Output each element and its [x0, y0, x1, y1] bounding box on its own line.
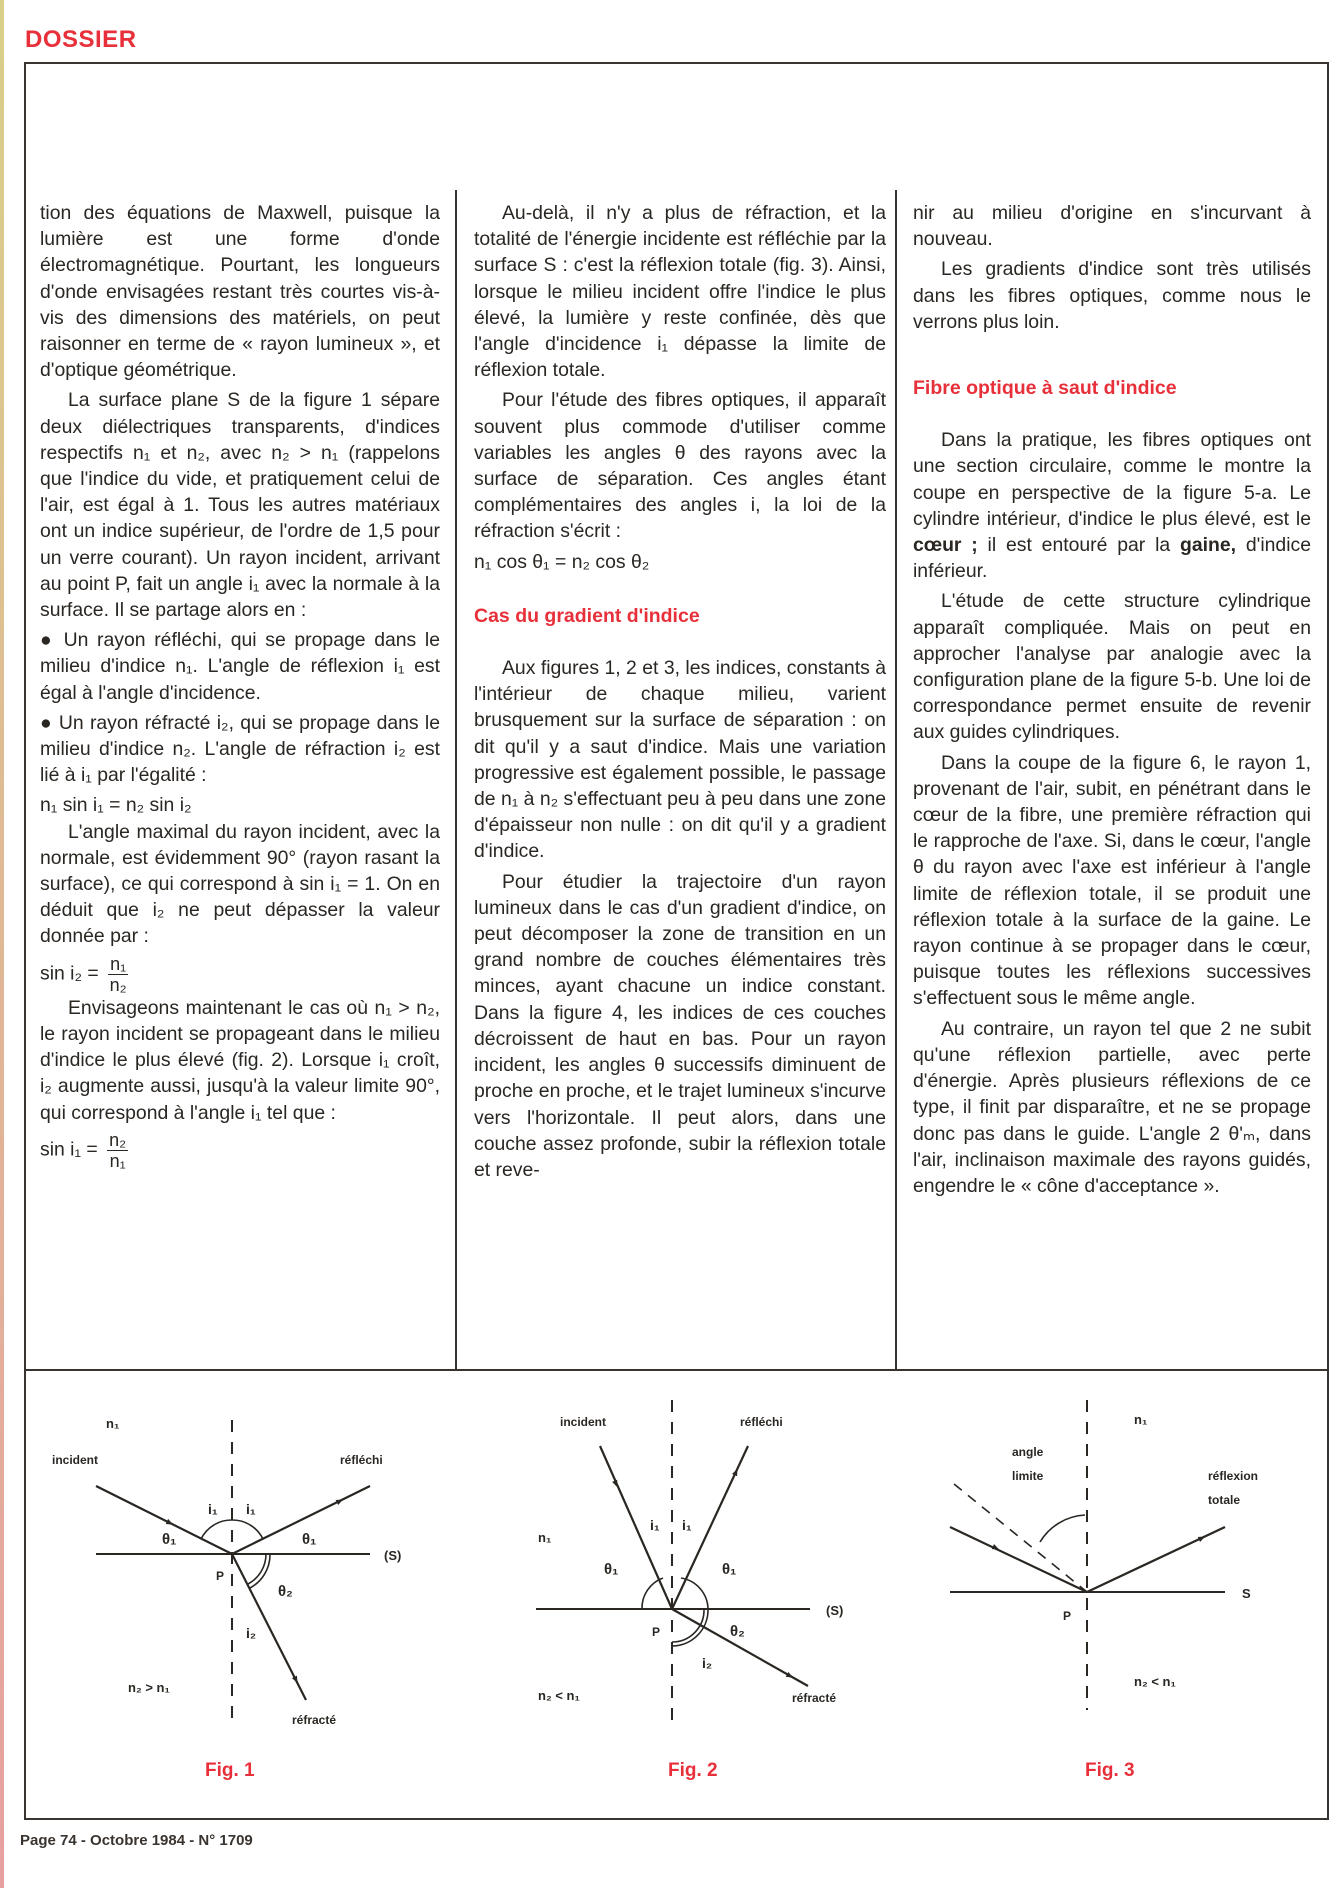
- label-reflexion-totale-2: totale: [1208, 1493, 1241, 1507]
- label-incident: incident: [52, 1453, 99, 1467]
- denominator: n₁: [109, 1150, 126, 1171]
- total-reflection-ray: [1087, 1527, 1225, 1592]
- label-relation: n₂ < n₁: [538, 1688, 580, 1703]
- paragraph: [913, 427, 1311, 584]
- label-point: P: [652, 1625, 661, 1639]
- paragraph: Pour l'étude des fibres optiques, il apparaît souvent plus commode d'utiliser comme variables les angles θ des rayons avec la surface de séparation. Ces angles étant complémentaires des angles i, la loi de la réfraction s'écrit :: [474, 389, 886, 543]
- term-gaine: gaine,: [1179, 534, 1237, 557]
- incident-ray: [600, 1446, 672, 1609]
- page-edge: [0, 0, 4, 1888]
- paragraph: nir au milieu d'origine en s'incurvant à nouveau.: [913, 202, 1311, 251]
- label-reflected: réfléchi: [340, 1453, 383, 1467]
- label-theta2: θ₂: [278, 1583, 293, 1600]
- article-column-2: [474, 200, 886, 1187]
- label-theta1-left: θ₁: [604, 1561, 619, 1578]
- equation-fraction: [40, 954, 440, 995]
- label-theta2: θ₂: [730, 1623, 745, 1640]
- label-i1-right: i₁: [682, 1517, 692, 1533]
- label-refracted: réfracté: [792, 1691, 837, 1705]
- label-point: P: [216, 1569, 225, 1583]
- incident-ray: [950, 1527, 1087, 1592]
- label-n1: n₁: [538, 1530, 552, 1545]
- paragraph: Envisageons maintenant le cas où n₁ > n₂, le rayon incident se propageant dans le milieu d'indice le plus élevé (fig. 2). Lorsque i₁ croît, i₂ augmente aussi, jusqu'à la valeur limite 90°, qui correspond à l'angle i₁ tel que :: [40, 996, 440, 1124]
- label-angle-limite-1: angle: [1012, 1445, 1044, 1459]
- figure-2-caption: Fig. 2: [668, 1760, 718, 1781]
- denominator: n₂: [109, 974, 127, 995]
- paragraph: Pour étudier la trajectoire d'un rayon lumineux dans le cas d'un gradient d'indice, on peut décomposer la zone de transition en un grand nombre de couches élémentaires très minces, ayant chacune un indice constant. Dans la figure 4, les indices de ces couches décroissent de haut en bas. Pour un rayon incident, les angles θ successifs diminuent de proche en proche, et le trajet lumineux s'incurve vers l'horizontale. Il peut alors, dans une couche assez profonde, subir la réflexion totale et reve-: [474, 870, 886, 1181]
- section-heading: Fibre optique à saut d'indice: [913, 377, 1177, 400]
- reflected-ray: [232, 1486, 370, 1554]
- text-run: Dans la pratique, les fibres optiques ont une section circulaire, comme le montre la coupe en perspective de la figure 5-a. Le cylindre intérieur, d'indice le plus élevé, est le: [913, 429, 1311, 530]
- figure-1-diagram: [40, 1380, 440, 1740]
- label-n1: n₁: [106, 1416, 120, 1431]
- numerator: n₁: [110, 953, 127, 974]
- equation-fraction: [40, 1130, 440, 1171]
- label-reflected: réfléchi: [740, 1415, 783, 1429]
- label-i1-right: i₁: [246, 1501, 256, 1517]
- text-run: d'indice inférieur.: [913, 534, 1311, 583]
- label-i1-left: i₁: [208, 1501, 218, 1517]
- term-coeur: cœur ;: [913, 534, 978, 557]
- equation-lhs: sin i₂ =: [40, 962, 99, 985]
- label-surface: (S): [384, 1548, 402, 1563]
- refracted-ray: [672, 1609, 808, 1686]
- paragraph: Au contraire, un rayon tel que 2 ne subit qu'une réflexion partielle, avec perte d'énergie. Après plusieurs réflexions de ce type, il finit par disparaître, et ne se propage donc pas dans le guide. L'angle 2 θ'ₘ, dans l'air, inclinaison maximale des rayons guidés, engendre le « cône d'acceptance ».: [913, 1017, 1311, 1197]
- page-footer: Page 74 - Octobre 1984 - N° 1709: [20, 1832, 253, 1849]
- paragraph: tion des équations de Maxwell, puisque la lumière est une forme d'onde électromagnétique. Pourtant, les longueurs d'onde envisagées restant très courtes vis-à-vis des dimensions des matériels, on peut raisonner en terme de « rayon lumineux », et d'optique géométrique.: [40, 202, 440, 382]
- label-i2: i₂: [702, 1655, 713, 1671]
- bullet-paragraph: ● Un rayon réfléchi, qui se propage dans le milieu d'indice n₁. L'angle de réflexion i₁ est égal à l'angle d'incidence.: [40, 629, 440, 704]
- paragraph: La surface plane S de la figure 1 sépare deux diélectriques transparents, d'indices respectifs n₁ et n₂, avec n₂ > n₁ (rappelons que l'indice du vide, et pratiquement celui de l'air, est égal à 1. Tous les autres matériaux ont un indice supérieur, de l'ordre de 1,5 pour un verre courant). Un rayon incident, arrivant au point P, fait un angle i₁ avec la normale à la surface. Il se partage alors en :: [40, 389, 440, 622]
- figure-1-caption: Fig. 1: [205, 1760, 255, 1781]
- text-run: il est entouré par la: [977, 534, 1180, 557]
- figure-3-caption: Fig. 3: [1085, 1760, 1135, 1781]
- figure-3-diagram: [920, 1380, 1320, 1740]
- fraction: [108, 954, 128, 995]
- label-reflexion-totale-1: réflexion: [1208, 1469, 1259, 1483]
- paragraph: Aux figures 1, 2 et 3, les indices, constants à l'intérieur de chaque milieu, varient brusquement sur la surface de séparation : on dit qu'il y a saut d'indice. Mais une variation progressive est également possible, le passage de n₁ à n₂ s'effectuant peu à peu dans une zone d'épaisseur non nulle : on dit qu'il y a gradient d'indice.: [474, 657, 887, 863]
- figure-2-diagram: [500, 1380, 900, 1740]
- bullet-paragraph: ● Un rayon réfracté i₂, qui se propage dans le milieu d'indice n₂. L'angle de réfraction i₂ est lié à i₁ par l'égalité :: [40, 711, 440, 787]
- equation: n₁ cos θ₁ = n₂ cos θ₂: [474, 550, 650, 573]
- paragraph: Les gradients d'indice sont très utilisés dans les fibres optiques, comme nous le verrons plus loin.: [913, 258, 1311, 333]
- label-theta1-right: θ₁: [302, 1531, 317, 1548]
- refracted-ray: [232, 1554, 306, 1700]
- label-theta1-right: θ₁: [722, 1561, 737, 1578]
- label-n1: n₁: [1134, 1412, 1148, 1427]
- article-column-3: [913, 200, 1311, 1203]
- label-angle-limite-2: limite: [1012, 1469, 1044, 1483]
- column-divider: [895, 190, 897, 1370]
- equation-lhs: sin i₁ =: [40, 1138, 98, 1161]
- paragraph: Dans la coupe de la figure 6, le rayon 1, provenant de l'air, subit, en pénétrant dans le cœur de la fibre, une première réfraction qui le rapproche de l'axe. Si, dans le cœur, l'angle θ du rayon avec l'axe est inférieur à l'angle limite de réflexion totale, il se produit une réflexion totale à la surface de la gaine. Le rayon continue à se propager dans le cœur, puisque toutes les réflexions successives s'effectuent sous le même angle.: [913, 751, 1311, 1010]
- label-incident: incident: [560, 1415, 607, 1429]
- label-i1-left: i₁: [650, 1517, 660, 1533]
- column-divider: [455, 190, 457, 1370]
- equation: n₁ sin i₁ = n₂ sin i₂: [40, 794, 192, 817]
- numerator: n₂: [109, 1129, 127, 1150]
- label-surface: (S): [826, 1603, 844, 1618]
- section-title: DOSSIER: [25, 26, 137, 53]
- paragraph: L'étude de cette structure cylindrique apparaît compliquée. Mais on peut en approcher l'analyse par analogie avec la configuration plane de la figure 5-b. Une loi de correspondance permet ensuite de revenir aux guides cylindriques.: [913, 590, 1311, 744]
- label-relation: n₂ < n₁: [1134, 1674, 1176, 1689]
- label-relation: n₂ > n₁: [128, 1680, 170, 1695]
- fraction: [107, 1130, 128, 1171]
- label-theta1-left: θ₁: [162, 1531, 177, 1548]
- figure-divider: [24, 1369, 1329, 1371]
- paragraph: L'angle maximal du rayon incident, avec la normale, est évidemment 90° (rayon rasant la surface), ce qui correspond à sin i₁ = 1. On en déduit que i₂ ne peut dépasser la valeur donnée par :: [40, 820, 440, 948]
- label-surface: S: [1242, 1586, 1251, 1601]
- article-column-1: [40, 200, 440, 1171]
- label-point: P: [1063, 1609, 1072, 1623]
- label-i2: i₂: [246, 1625, 257, 1641]
- section-heading: Cas du gradient d'indice: [474, 604, 700, 627]
- paragraph: Au-delà, il n'y a plus de réfraction, et la totalité de l'énergie incidente est réfléchie par la surface S : c'est la réflexion totale (fig. 3). Ainsi, lorsque le milieu incident offre l'indice le plus élevé, la lumière y reste confinée, dès que l'angle d'incidence i₁ dépasse la limite de réflexion totale.: [474, 202, 886, 382]
- label-refracted: réfracté: [292, 1713, 337, 1727]
